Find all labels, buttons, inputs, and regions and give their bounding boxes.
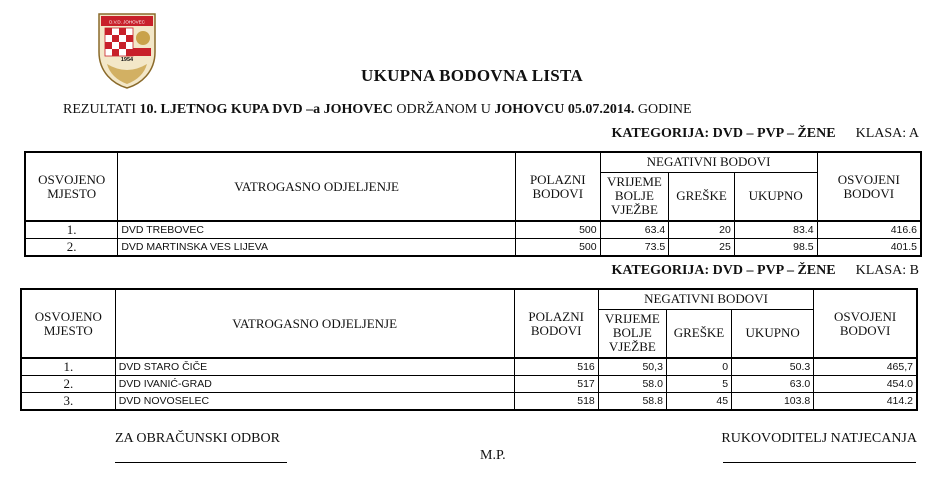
header-earned: OSVOJENI BODOVI bbox=[817, 152, 921, 221]
header-unit: VATROGASNO ODJELJENJE bbox=[115, 289, 514, 358]
signature-line-committee bbox=[115, 462, 287, 463]
header-total: UKUPNO bbox=[732, 309, 814, 358]
signature-line-leader bbox=[723, 462, 916, 463]
header-time: VRIJEME BOLJE VJEŽBE bbox=[600, 172, 669, 221]
header-place: OSVOJENO MJESTO bbox=[25, 152, 118, 221]
header-errors: GREŠKE bbox=[669, 172, 735, 221]
subtitle: REZULTATI 10. LJETNOG KUPA DVD –a JOHOVEC ODRŽANOM U JOHOVCU 05.07.2014. GODINE bbox=[63, 102, 692, 117]
checkerboard-shield bbox=[105, 28, 133, 56]
signature-label-leader: RUKOVODITELJ NATJECANJA bbox=[721, 431, 917, 446]
results-table-class-b bbox=[20, 288, 918, 411]
header-errors: GREŠKE bbox=[666, 309, 731, 358]
category-b-heading: KATEGORIJA: DVD – PVP – ŽENE KLASA: B bbox=[611, 263, 919, 278]
table-row: 1. DVD TREBOVEC 500 63.4 20 83.4 416.6 bbox=[25, 221, 921, 239]
header-start: POLAZNI BODOVI bbox=[514, 289, 598, 358]
header-unit: VATROGASNO ODJELJENJE bbox=[118, 152, 516, 221]
category-a-heading: KATEGORIJA: DVD – PVP – ŽENE KLASA: A bbox=[611, 126, 919, 141]
page-title: UKUPNA BODOVNA LISTA bbox=[361, 66, 583, 85]
header-negative: NEGATIVNI BODOVI bbox=[598, 289, 813, 309]
header-start: POLAZNI BODOVI bbox=[515, 152, 600, 221]
header-negative: NEGATIVNI BODOVI bbox=[600, 152, 817, 172]
header-time: VRIJEME BOLJE VJEŽBE bbox=[598, 309, 666, 358]
signature-label-committee: ZA OBRAČUNSKI ODBOR bbox=[115, 431, 280, 446]
table-row: 1. DVD STARO ČIČE 516 50,3 0 50.3 465,7 bbox=[21, 358, 917, 376]
table-row: 2. DVD IVANIĆ-GRAD 517 58.0 5 63.0 454.0 bbox=[21, 376, 917, 393]
header-earned: OSVOJENI BODOVI bbox=[814, 289, 917, 358]
header-place: OSVOJENO MJESTO bbox=[21, 289, 115, 358]
logo-top-text: D.V.D. JOHOVEC bbox=[109, 19, 145, 25]
results-table-class-a bbox=[24, 151, 922, 257]
logo-year: 1954 bbox=[120, 57, 134, 63]
stamp-label: M.P. bbox=[480, 448, 506, 463]
table-row: 2. DVD MARTINSKA VES LIJEVA 500 73.5 25 98.5 401.5 bbox=[25, 239, 921, 257]
table-row: 3. DVD NOVOSELEC 518 58.8 45 103.8 414.2 bbox=[21, 393, 917, 411]
header-total: UKUPNO bbox=[734, 172, 817, 221]
